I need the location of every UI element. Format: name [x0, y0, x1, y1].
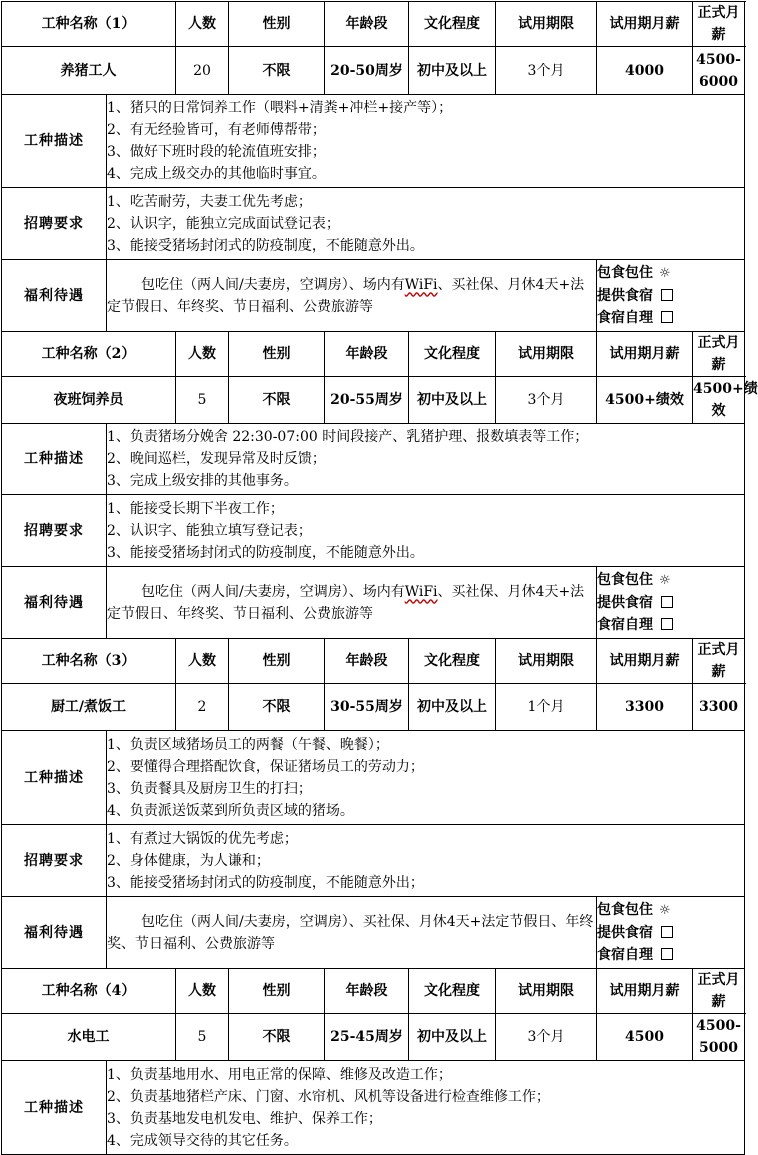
header-count: 人数	[176, 2, 229, 47]
header-gender: 性别	[229, 969, 325, 1014]
header-pay: 正式月薪	[693, 969, 745, 1014]
job-1-edu: 初中及以上	[409, 47, 496, 95]
desc-line: 4、负责派送饭菜到所负责区域的猪场。	[107, 802, 354, 819]
job-4-value-row	[2, 1014, 745, 1061]
job-2-pay: 4500+绩效	[693, 377, 745, 424]
header-gender: 性别	[229, 639, 325, 684]
req-line: 3、能接受猪场封闭式的防疫制度，不能随意外出。	[107, 237, 424, 254]
job-3-header-row	[2, 639, 745, 684]
job-1-title: 工种名称（1）	[2, 2, 176, 47]
checkbox-icon[interactable]	[661, 596, 673, 608]
job-3-req-row	[2, 825, 745, 897]
req-line: 2、认识字，能独立完成面试登记表；	[107, 215, 340, 232]
job-3-value-row	[2, 684, 745, 731]
header-edu: 文化程度	[409, 332, 496, 377]
welfare-text: 、买社保、月休4天+法定节假日、年终奖、节日福利、公费旅游等	[107, 276, 585, 315]
header-pay: 正式月薪	[693, 332, 745, 377]
req-line: 2、身体健康，为人谦和；	[107, 852, 270, 869]
job-4-trial-pay: 4500	[597, 1014, 693, 1061]
job-4-header-row	[2, 969, 745, 1014]
header-trial-pay: 试用期月薪	[597, 2, 693, 47]
option-provide[interactable]: 提供食宿	[597, 592, 744, 614]
option-self[interactable]: 食宿自理	[597, 307, 744, 329]
job-2-name: 夜班饲养员	[2, 377, 176, 424]
desc-line: 3、负责基地发电机发电、维护、保养工作；	[107, 1110, 382, 1127]
header-probation: 试用期限	[496, 639, 597, 684]
welfare-text: 包吃住（两人间/夫妻房，空调房）、场内有	[141, 583, 405, 600]
job-2-desc-row	[2, 424, 745, 495]
option-provide[interactable]: 提供食宿	[597, 285, 744, 307]
desc-line: 1、负责区域猪场员工的两餐（午餐、晚餐）；	[107, 736, 389, 753]
job-2-age: 20-55周岁	[325, 377, 409, 424]
desc-line: 2、负责基地猪栏产床、门窗、水帘机、风机等设备进行检查维修工作；	[107, 1088, 550, 1105]
option-board-lodging: 包食包住 ☼	[597, 572, 671, 588]
header-probation: 试用期限	[496, 332, 597, 377]
header-age: 年龄段	[325, 332, 409, 377]
job-3-pay: 3300	[693, 684, 745, 731]
job-4-gender: 不限	[229, 1014, 325, 1061]
job-3-desc	[107, 731, 745, 825]
job-1-probation: 3个月	[496, 47, 597, 95]
header-edu: 文化程度	[409, 2, 496, 47]
header-trial-pay: 试用期月薪	[597, 969, 693, 1014]
req-label: 招聘要求	[2, 188, 107, 260]
welfare-text: 包吃住（两人间/夫妻房，空调房）、场内有	[141, 276, 405, 293]
header-probation: 试用期限	[496, 2, 597, 47]
header-count: 人数	[176, 969, 229, 1014]
desc-line: 2、要懂得合理搭配饮食，保证猪场员工的劳动力；	[107, 758, 424, 775]
job-4-count: 5	[176, 1014, 229, 1061]
job-4-desc	[107, 1061, 745, 1155]
recruitment-table	[1, 1, 758, 1155]
req-label: 招聘要求	[2, 495, 107, 567]
job-3-name: 厨工/煮饭工	[2, 684, 176, 731]
desc-label: 工种描述	[2, 424, 107, 495]
job-1-header-row	[2, 2, 745, 47]
req-line: 3、能接受猪场封闭式的防疫制度，不能随意外出。	[107, 544, 424, 561]
job-3-edu: 初中及以上	[409, 684, 496, 731]
checkbox-icon[interactable]	[661, 618, 673, 630]
job-2-probation: 3个月	[496, 377, 597, 424]
job-1-trial-pay: 4000	[597, 47, 693, 95]
job-4-title: 工种名称（4）	[2, 969, 176, 1014]
welfare-text: 、买社保、月休4天+法定节假日、年终奖、节日福利、公费旅游等	[107, 583, 585, 622]
desc-line: 1、负责基地用水、用电正常的保障、维修及改造工作；	[107, 1066, 452, 1083]
job-1-welfare-options	[597, 260, 745, 332]
job-2-header-row	[2, 332, 745, 377]
job-1-req-row	[2, 188, 745, 260]
header-gender: 性别	[229, 2, 325, 47]
job-3-count: 2	[176, 684, 229, 731]
req-line: 1、有煮过大锅饭的优先考虑；	[107, 830, 298, 847]
option-provide[interactable]: 提供食宿	[597, 922, 744, 944]
job-4-age: 25-45周岁	[325, 1014, 409, 1061]
welfare-wifi: WiFi	[404, 276, 438, 293]
header-pay: 正式月薪	[693, 2, 745, 47]
checkbox-icon[interactable]	[661, 289, 673, 301]
job-1-desc-row	[2, 95, 745, 188]
job-1-age: 20-50周岁	[325, 47, 409, 95]
option-board-lodging: 包食包住 ☼	[597, 902, 671, 918]
job-1-gender: 不限	[229, 47, 325, 95]
header-probation: 试用期限	[496, 969, 597, 1014]
desc-label: 工种描述	[2, 1061, 107, 1155]
welfare-label: 福利待遇	[2, 897, 107, 969]
req-line: 1、能接受长期下半夜工作；	[107, 500, 284, 517]
job-3-welfare-row	[2, 897, 745, 969]
req-line: 2、认识字、能独立填写登记表；	[107, 522, 312, 539]
job-1-welfare	[107, 260, 597, 332]
desc-label: 工种描述	[2, 95, 107, 188]
job-4-pay: 4500-5000	[693, 1014, 745, 1061]
job-2-value-row	[2, 377, 745, 424]
job-2-gender: 不限	[229, 377, 325, 424]
desc-line: 2、有无经验皆可，有老师傅帮带；	[107, 122, 326, 138]
header-count: 人数	[176, 639, 229, 684]
job-2-title: 工种名称（2）	[2, 332, 176, 377]
checkbox-icon[interactable]	[661, 311, 673, 323]
job-2-desc	[107, 424, 745, 495]
sun-icon: ☼	[659, 266, 671, 281]
desc-line: 3、负责餐具及厨房卫生的打扫；	[107, 780, 312, 797]
req-line: 3、能接受猪场封闭式的防疫制度，不能随意外出；	[107, 874, 424, 891]
desc-line: 1、猪只的日常饲养工作（喂料+清粪+冲栏+接产等）；	[107, 100, 453, 116]
header-trial-pay: 试用期月薪	[597, 332, 693, 377]
job-3-req	[107, 825, 745, 897]
job-2-welfare-row	[2, 567, 745, 639]
req-label: 招聘要求	[2, 825, 107, 897]
desc-line: 4、完成领导交待的其它任务。	[107, 1132, 298, 1149]
header-age: 年龄段	[325, 2, 409, 47]
welfare-wifi: WiFi	[404, 583, 438, 600]
req-line: 1、吃苦耐劳，夫妻工优先考虑；	[107, 193, 312, 210]
checkbox-icon[interactable]	[661, 948, 673, 960]
sun-icon: ☼	[659, 903, 671, 918]
desc-line: 2、晚间巡栏，发现异常及时反馈；	[107, 451, 326, 467]
job-1-value-row	[2, 47, 745, 95]
job-1-welfare-row	[2, 260, 745, 332]
job-4-edu: 初中及以上	[409, 1014, 496, 1061]
job-1-count: 20	[176, 47, 229, 95]
welfare-label: 福利待遇	[2, 260, 107, 332]
job-3-desc-row	[2, 731, 745, 825]
welfare-label: 福利待遇	[2, 567, 107, 639]
job-2-trial-pay: 4500+绩效	[597, 377, 693, 424]
job-4-name: 水电工	[2, 1014, 176, 1061]
job-3-title: 工种名称（3）	[2, 639, 176, 684]
desc-line: 3、做好下班时段的轮流值班安排；	[107, 144, 326, 160]
job-4-desc-row	[2, 1061, 745, 1155]
job-3-gender: 不限	[229, 684, 325, 731]
job-3-welfare-options	[597, 897, 745, 969]
header-edu: 文化程度	[409, 969, 496, 1014]
job-3-age: 30-55周岁	[325, 684, 409, 731]
desc-line: 1、负责猪场分娩舍 22:30-07:00 时间段接产、乳猪护理、报数填表等工作；	[107, 429, 589, 445]
option-self[interactable]: 食宿自理	[597, 614, 744, 636]
job-4-probation: 3个月	[496, 1014, 597, 1061]
header-edu: 文化程度	[409, 639, 496, 684]
header-count: 人数	[176, 332, 229, 377]
job-1-name: 养猪工人	[2, 47, 176, 95]
option-board-lodging: 包食包住 ☼	[597, 265, 671, 281]
header-pay: 正式月薪	[693, 639, 745, 684]
desc-line: 3、完成上级安排的其他事务。	[107, 473, 298, 489]
job-1-req	[107, 188, 745, 260]
job-1-desc	[107, 95, 745, 188]
job-2-req	[107, 495, 745, 567]
desc-line: 4、完成上级交办的其他临时事宜。	[107, 166, 326, 182]
job-2-welfare-options	[597, 567, 745, 639]
job-3-probation: 1个月	[496, 684, 597, 731]
checkbox-icon[interactable]	[661, 926, 673, 938]
desc-label: 工种描述	[2, 731, 107, 825]
welfare-text: 包吃住（两人间/夫妻房，空调房）、买社保、月休4天+法定节假日、年终奖、节日福利、公费旅游等	[107, 913, 594, 952]
job-2-count: 5	[176, 377, 229, 424]
job-2-req-row	[2, 495, 745, 567]
header-age: 年龄段	[325, 639, 409, 684]
option-self[interactable]: 食宿自理	[597, 944, 744, 966]
job-3-welfare	[107, 897, 597, 969]
job-2-welfare	[107, 567, 597, 639]
header-trial-pay: 试用期月薪	[597, 639, 693, 684]
job-2-edu: 初中及以上	[409, 377, 496, 424]
job-3-trial-pay: 3300	[597, 684, 693, 731]
job-1-pay: 4500-6000	[693, 47, 745, 95]
header-age: 年龄段	[325, 969, 409, 1014]
sun-icon: ☼	[659, 573, 671, 588]
header-gender: 性别	[229, 332, 325, 377]
